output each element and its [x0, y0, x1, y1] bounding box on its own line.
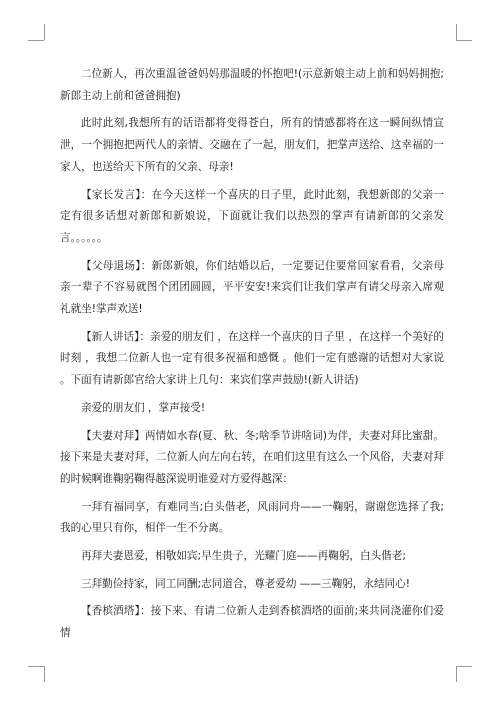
crop-mark-bottom-right-h	[456, 666, 472, 667]
paragraph-third-bow: 三拜勤俭持家，同工同酬;志同道合，尊老爱幼 ——三鞠躬，永结同心!	[81, 577, 410, 590]
paragraph-applause: 亲爱的朋友们 ，掌声接受!	[81, 401, 206, 414]
paragraph-champagne-tower: 【香槟酒塔】：接下来、有请二位新人走到香槟酒塔的面前;来共同浇灌你们爱情	[60, 605, 444, 640]
crop-mark-top-right-h	[456, 40, 472, 41]
paragraph-parents-exit: 【父母退场】：新郎新娘，你们结婚以后，一定要记住要常回家看看，父亲母亲一辈子不容易就图个团团圆圆，平平安安!来宾们让我们掌声有请父母亲入席观礼就坐!掌声欢送!	[60, 259, 444, 316]
crop-mark-bottom-right-v	[456, 666, 457, 682]
crop-mark-bottom-left-v	[44, 666, 45, 682]
paragraph-parent-speech: 【家长发言】：在今天这样一个喜庆的日子里，此时此刻，我想新郎的父亲一定有很多话想对新郎和新娘说，下面就让我们以热烈的掌声有请新郎的父亲发言。。。。。。	[60, 188, 444, 244]
crop-mark-top-left-v	[44, 24, 45, 40]
crop-mark-top-right-v	[456, 24, 457, 40]
paragraph-couple-bow: 【夫妻对拜】两情如水春(夏、秋、冬;啥季节讲啥词)为伴，夫妻对拜比蜜甜。接下来是夫妻对拜，二位新人向左向右转，在咱们这里有这么一个风俗，夫妻对拜的时候啊谁鞠躬鞠得越深说明谁爱对方爱得越深：	[60, 429, 444, 485]
paragraph-family-moment: 此时此刻,我想所有的话语都将变得苍白，所有的情感都将在这一瞬间纵情宣泄，一个拥抱把两代人的亲情、交融在了一起，朋友们，把掌声送给、这幸福的一家人，也送给天下所有的父亲、母亲!	[60, 117, 444, 173]
paragraph-couple-speech: 【新人讲话】：亲爱的朋友们 ，在这样一个喜庆的日子里 ，在这样一个美好的时刻 ，我想二位新人也一定有很多祝福和感慨 。他们一定有感谢的话想对大家说 。下面有请新郎官给大家讲上几句：来宾们掌声鼓励!(新人讲话)	[60, 330, 444, 387]
crop-mark-top-left-h	[28, 40, 44, 41]
paragraph-hug-parents: 二位新人，再次重温爸爸妈妈那温暖的怀抱吧!(示意新娘主动上前和妈妈拥抱;新郎主动上前和爸爸拥抱)	[60, 68, 444, 102]
paragraph-first-bow: 一拜有福同享，有难同当;白头偕老，风雨同舟——一鞠躬，谢谢您选择了我;我的心里只有你，相伴一生不分离。	[60, 500, 444, 535]
document-body	[60, 64, 444, 651]
crop-mark-bottom-left-h	[28, 666, 44, 667]
paragraph-second-bow: 再拜夫妻恩爱，相敬如宾;早生贵子，光耀门庭——再鞠躬，白头偕老;	[81, 550, 406, 563]
